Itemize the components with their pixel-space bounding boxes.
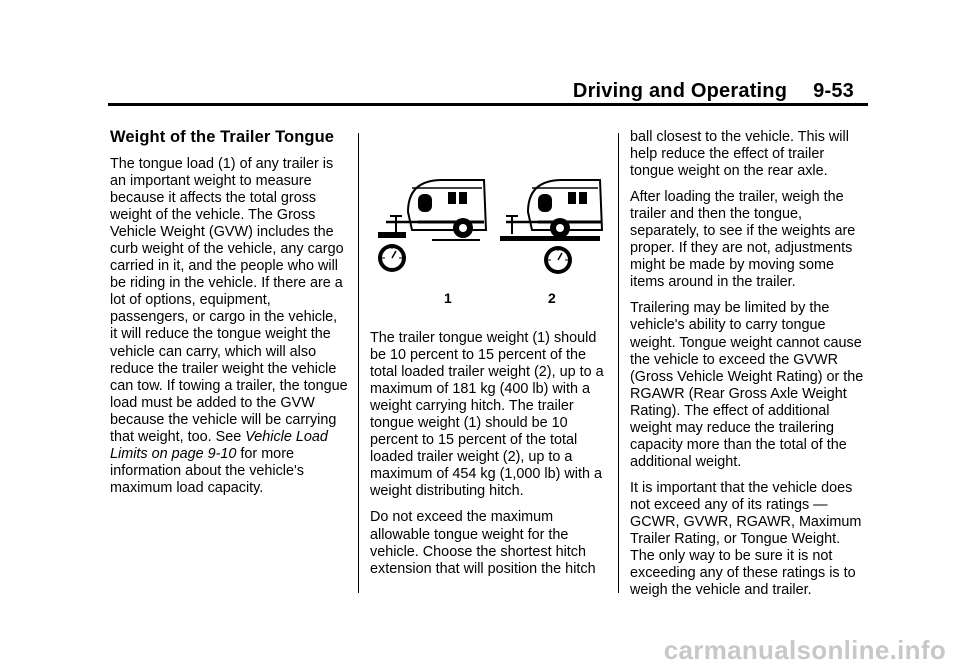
column-2 xyxy=(370,330,608,587)
paragraph-text: for more information about the vehicle's maximum load capacity. xyxy=(110,445,304,496)
paragraph xyxy=(110,156,348,497)
cross-reference-link[interactable]: Vehicle Load Limits on page 9-10 xyxy=(110,428,328,462)
paragraph: After loading the trailer, weigh the trailer and then the tongue, separately, to see if the weights are proper. If they are not, adjustments might be made by moving some items around in the trailer. xyxy=(630,189,856,291)
paragraph: The trailer tongue weight (1) should be 10 percent to 15 percent of the total loaded trailer weight (2), up to a maximum of 181 kg (400 lb) with a weight carrying hitch. The trailer tongue weight (1) should be 10 percent to 15 percent of the total loaded trailer weight (2), up to a maximum of 454 kg (1,000 lb) with a weight distributing hitch. xyxy=(370,330,604,500)
paragraph: Do not exceed the maximum allowable tongue weight for the vehicle. Choose the shortest hitch extension that will position the hitch xyxy=(370,509,596,577)
paragraph: Trailering may be limited by the vehicle's ability to carry tongue weight. Tongue weight cannot cause the vehicle to exceed the GVWR (Gross Vehicle Weight Rating) or the RGAWR (Rear Gross Axle Weight Rating). The effect of additional weight may reduce the trailering capacity more than the total of the additional weight. xyxy=(630,300,864,470)
column-divider-1 xyxy=(358,133,359,593)
trailer-2-graphic xyxy=(500,180,602,274)
figure-label-2: 2 xyxy=(548,290,556,306)
watermark-text: carmanualsonline.info xyxy=(663,635,946,665)
column-3 xyxy=(630,129,868,608)
trailer-1-graphic xyxy=(378,180,486,272)
trailer-illustration xyxy=(372,172,608,312)
paragraph-text: The tongue load (1) of any trailer is an important weight to measure because it affects the total gross weight of the vehicle. The Gross Vehicle Weight (GVW) includes the curb weight of the vehicle, any cargo carried in it, and the people who will be riding in the vehicle. If there are a lot of options, equipment, passengers, or cargo in the vehicle, it will reduce the tongue weight the vehicle can carry, which will also reduce the trailer weight the vehicle can tow. If towing a trailer, the tongue load must be added to the GVW because the vehicle will be carrying that weight, too. See xyxy=(110,156,348,445)
paragraph: It is important that the vehicle does not exceed any of its ratings — GCWR, GVWR, RGAWR, Maximum Trailer Rating, or Tongue Weight. The only way to be sure it is not exceeding any of these ratings is to weigh the vehicle and trailer. xyxy=(630,479,862,599)
column-1 xyxy=(110,128,348,506)
paragraph: ball closest to the vehicle. This will help reduce the effect of trailer tongue weight on the rear axle. xyxy=(630,129,849,180)
section-title: Driving and Operating xyxy=(572,80,788,102)
header-rule xyxy=(108,103,868,106)
section-heading: Weight of the Trailer Tongue xyxy=(110,128,335,146)
column-divider-2 xyxy=(618,133,619,593)
trailer-tongue-weight-figure xyxy=(372,172,608,312)
page-number: 9-53 xyxy=(813,80,854,102)
page-header xyxy=(573,80,854,103)
figure-label-1: 1 xyxy=(444,290,452,306)
